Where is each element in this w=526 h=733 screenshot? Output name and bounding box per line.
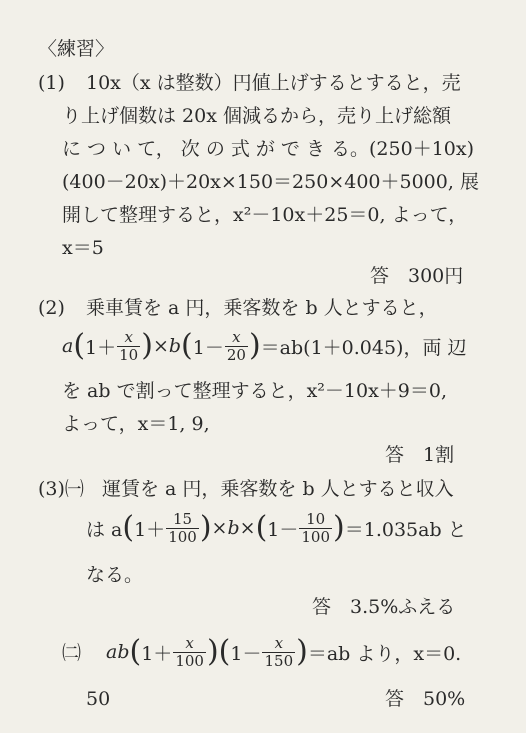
problem-4-answer: 答 50% [385,688,466,710]
eq-term: 1＋ [85,336,117,359]
fraction-denominator: 150 [264,651,294,670]
problem-1-line-2: り上げ個数は 20x 個減るから，売り上げ総額 [62,105,451,127]
eq-rest: ＝ab(1＋0.045)，両 辺 [260,336,467,359]
problem-2-line-1: 乗車賃を a 円，乗客数を b 人とすると， [86,297,438,319]
fraction [262,635,295,670]
fraction-numerator: x [225,329,248,347]
paren-close: ) [206,634,219,669]
paren-close: ) [141,328,153,363]
eq-term: 1－ [267,518,299,541]
paren-close: ) [248,328,261,363]
problem-3-label: (3)㈠ [38,478,84,500]
eq-term: 1－ [230,642,262,665]
fraction [117,329,140,364]
eq-var-a: a [62,335,74,357]
problem-4-equation [106,630,461,674]
paren-open: ( [122,510,135,545]
eq-term: 1＋ [134,518,166,541]
paren-close: ) [199,510,212,545]
problem-2-line-3: を ab で割って整理すると，x²－10x＋9＝0, [62,380,448,402]
problem-4-line-2: 50 [86,688,111,710]
fraction-numerator: x [173,635,206,653]
eq-term: は a [86,518,123,541]
fraction-numerator: x [262,635,295,653]
fraction [166,511,199,546]
problem-1-line-3: に つ い て， 次 の 式 が で き る。(250＋10x) [62,138,474,160]
problem-2-line-4: よって，x＝1, 9, [62,413,210,435]
problem-2-label: (2) [38,297,65,319]
fraction [225,329,248,364]
eq-term: ×b× [211,517,256,539]
problem-1-line-6: x＝5 [62,237,104,259]
problem-1-label: (1) [38,72,65,94]
problem-3-line-1: 運賃を a 円，乗客数を b 人とすると収入 [102,478,454,500]
fraction-numerator: x [117,329,140,347]
fraction-numerator: 10 [299,511,332,529]
paren-open: ( [218,634,231,669]
problem-2-answer: 答 1割 [385,444,455,466]
paren-open: ( [181,328,193,363]
fraction [173,635,206,670]
fraction-denominator: 20 [226,345,246,364]
fraction-denominator: 100 [168,527,197,546]
problem-1-line-5: 開して整理すると，x²－10x＋25＝0, よって， [62,204,468,226]
problem-3-line-3: なる。 [86,564,144,586]
paren-open: ( [73,328,86,363]
fraction-denominator: 10 [119,345,139,364]
fraction-denominator: 100 [301,527,331,546]
eq-term: 1－ [192,336,224,359]
problem-1-answer: 答 300円 [370,265,464,287]
eq-term: ab [106,641,130,663]
fraction-numerator: 15 [166,511,199,529]
fraction [299,511,332,546]
paren-close: ) [296,634,308,669]
problem-1-line-4: (400－20x)＋20x×150＝250×400＋5000, 展 [62,171,479,193]
paren-open: ( [129,634,142,669]
eq-rest: ＝ab より，x＝0. [307,642,462,665]
eq-rest: ＝1.035ab と [344,518,467,541]
eq-term: 1＋ [141,642,173,665]
fraction-denominator: 100 [175,651,204,670]
problem-4-label: ㈡ [62,642,82,664]
problem-2-equation [62,324,467,368]
problem-1-line-1: 10x（x は整数）円値上げするとすると，売 [86,72,461,94]
paren-open: ( [255,510,268,545]
problem-3-equation [86,506,467,550]
problem-3-answer: 答 3.5%ふえる [312,596,456,618]
eq-term: ×b [152,335,182,357]
section-heading: 〈練習〉 [38,38,115,60]
paren-close: ) [333,510,345,545]
